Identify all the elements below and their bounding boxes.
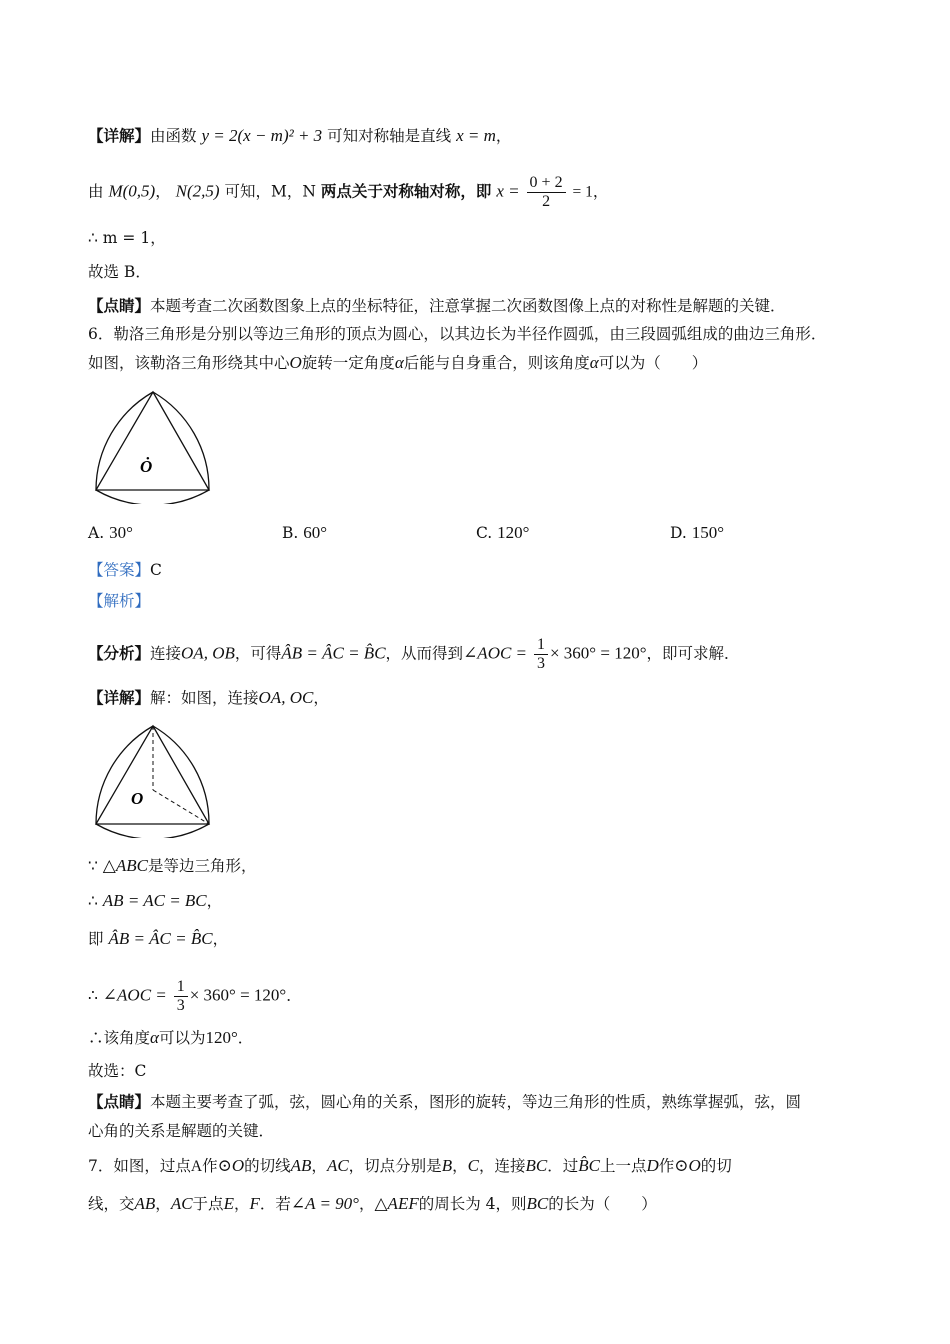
text: ， bbox=[233, 1195, 250, 1213]
q6-stem-line1: 6．勒洛三角形是分别以等边三角形的顶点为圆心，以其边长为半径作圆弧，由三段圆弧组成的曲边三角形． bbox=[88, 325, 827, 343]
fraction bbox=[534, 636, 548, 673]
q7-stem-line1 bbox=[88, 1156, 732, 1177]
segments: OA, OC bbox=[258, 688, 314, 707]
reuleaux-outline bbox=[96, 392, 209, 504]
option-value: 30° bbox=[109, 523, 133, 542]
text: ， bbox=[311, 1157, 327, 1175]
option-value: 120° bbox=[497, 523, 530, 542]
segments: OA, OB bbox=[181, 643, 235, 663]
therefore-symbol: ∴ bbox=[88, 892, 103, 910]
analysis-label: 【解析】 bbox=[88, 592, 151, 610]
text: 旋转一定角度 bbox=[301, 354, 395, 372]
text-bold: 两点关于对称轴对称，即 bbox=[320, 181, 492, 201]
fraction bbox=[174, 978, 188, 1015]
text: 上一点 bbox=[599, 1157, 647, 1175]
segment-ac: AC bbox=[170, 1194, 193, 1213]
text: 7．如图，过点 bbox=[88, 1157, 191, 1175]
text: ， bbox=[155, 1195, 171, 1213]
step-2 bbox=[88, 891, 222, 911]
text: 可知，M，N bbox=[224, 182, 316, 201]
chords-equal: AB = AC = BC bbox=[102, 891, 207, 910]
text: 作 bbox=[202, 1157, 218, 1175]
q5-comment bbox=[88, 296, 786, 316]
point-c: C bbox=[467, 1156, 479, 1175]
point-f: F bbox=[249, 1194, 260, 1213]
text: 由 bbox=[88, 182, 104, 201]
q5-line2 bbox=[88, 174, 608, 211]
arc-bc: B̂C bbox=[578, 1156, 600, 1175]
q6-comment-2: 心角的关系是解题的关键． bbox=[88, 1122, 275, 1140]
option-value: 150° bbox=[691, 523, 725, 542]
text: ，切点分别是 bbox=[348, 1157, 442, 1175]
text: ．过 bbox=[547, 1157, 579, 1175]
inner-triangle bbox=[96, 392, 209, 490]
text: 的周长为 4，则 bbox=[418, 1195, 527, 1213]
comment-text: 本题主要考查了弧，弦，圆心角的关系，图形的旋转，等边三角形的性质，熟练掌握弧，弦，圆 bbox=[150, 1093, 802, 1111]
formula-tail: × 360° = 120° bbox=[189, 985, 287, 1005]
point-e: E bbox=[223, 1194, 234, 1213]
fraction-denominator: 3 bbox=[536, 655, 545, 672]
comment-text: 本题考查二次函数图象上点的坐标特征，注意掌握二次函数图像上点的对称性是解题的关键． bbox=[150, 297, 786, 315]
fraction-numerator: 1 bbox=[174, 978, 188, 997]
text: ， bbox=[206, 892, 223, 910]
text: 的长为（ ） bbox=[548, 1195, 657, 1213]
option-d[interactable] bbox=[670, 523, 724, 543]
fenxi-label: 【分析】 bbox=[88, 643, 151, 663]
option-b[interactable] bbox=[282, 523, 327, 543]
point-m: M(0,5) bbox=[108, 181, 156, 201]
text: ，可得 bbox=[234, 644, 282, 663]
text: ，从而得到 bbox=[385, 644, 464, 663]
text: ． bbox=[286, 986, 302, 1005]
detail-label: 【详解】 bbox=[88, 688, 151, 707]
text: 可以为（ ） bbox=[598, 354, 708, 372]
fraction-denominator: 3 bbox=[176, 997, 185, 1014]
text: 的切线 bbox=[244, 1157, 291, 1175]
center-label: Ȯ bbox=[140, 457, 153, 476]
option-letter: D. bbox=[670, 524, 687, 542]
text: ． bbox=[237, 1029, 254, 1047]
option-letter: C. bbox=[476, 524, 493, 542]
triangle-abc: △ABC bbox=[102, 856, 148, 875]
point-d: D bbox=[646, 1156, 659, 1175]
formula-tail: × 360° = 120° bbox=[549, 643, 647, 663]
angle-aoc: ∠AOC = bbox=[463, 643, 528, 663]
text: 后能与自身重合，则该角度 bbox=[403, 354, 590, 372]
arcs-equal: ÂB = ÂC = B̂C bbox=[108, 929, 213, 948]
text: 可以为 bbox=[158, 1029, 206, 1047]
text: ， bbox=[358, 1195, 375, 1213]
fraction-numerator: 1 bbox=[534, 636, 548, 655]
text: 即 bbox=[88, 930, 109, 948]
formula-axis: x = m bbox=[456, 126, 496, 145]
answer-value: C bbox=[150, 561, 162, 579]
text: 由函数 bbox=[150, 127, 197, 145]
text: ， bbox=[452, 1157, 468, 1175]
reuleaux-figure-2 bbox=[88, 720, 218, 838]
angle-aoc: ∠AOC = bbox=[102, 985, 167, 1005]
var-alpha: α bbox=[589, 353, 599, 372]
formula-function: y = 2(x − m)² + 3 bbox=[201, 126, 323, 145]
step-1 bbox=[88, 856, 257, 876]
var-o: O bbox=[289, 353, 302, 372]
text: 如图，该勒洛三角形绕其中心 bbox=[88, 354, 290, 372]
text: ， bbox=[155, 182, 171, 201]
q5-detail-line bbox=[88, 126, 511, 146]
point-b: B bbox=[441, 1156, 453, 1175]
text: 是等边三角形， bbox=[147, 857, 257, 875]
circle-o: ⊙O bbox=[217, 1156, 245, 1175]
var-alpha: α bbox=[150, 1028, 159, 1047]
text: 连接 bbox=[150, 644, 182, 663]
reuleaux-figure-1 bbox=[88, 386, 218, 504]
q6-stem-line2 bbox=[88, 353, 707, 373]
text: ， bbox=[212, 930, 229, 948]
detail-line bbox=[88, 688, 329, 708]
option-letter: A. bbox=[88, 524, 105, 542]
fraction-numerator: 0 + 2 bbox=[527, 174, 566, 193]
text: ， bbox=[495, 127, 512, 145]
detail-label: 【详解】 bbox=[88, 126, 151, 145]
option-letter: B. bbox=[282, 524, 299, 542]
q5-line3: ∴ m = 1， bbox=[88, 229, 166, 247]
text: ．若 bbox=[259, 1195, 291, 1213]
segment-bc: BC bbox=[525, 1156, 548, 1175]
step-3 bbox=[88, 929, 228, 949]
text: 解：如图，连接 bbox=[150, 689, 259, 707]
because-symbol: ∵ bbox=[88, 857, 103, 875]
text: ， bbox=[313, 689, 329, 707]
step-4 bbox=[88, 978, 302, 1015]
answer-label: 【答案】 bbox=[88, 561, 151, 579]
circle-o: ⊙O bbox=[674, 1156, 701, 1175]
arcs-equal: ÂB = ÂC = B̂C bbox=[281, 643, 386, 663]
choose-line: 故选：C bbox=[88, 1062, 147, 1080]
comment-label: 【点睛】 bbox=[88, 296, 151, 315]
comment-label: 【点睛】 bbox=[88, 1092, 151, 1111]
segment-bc: BC bbox=[526, 1194, 549, 1213]
segment-ac: AC bbox=[326, 1156, 349, 1175]
step-5 bbox=[88, 1028, 253, 1048]
fraction-denominator: 2 bbox=[542, 193, 551, 210]
text: ，连接 bbox=[478, 1157, 526, 1175]
option-a[interactable] bbox=[88, 523, 133, 543]
triangle-aef: △AEF bbox=[374, 1194, 419, 1213]
fraction bbox=[527, 174, 566, 211]
text: 于点 bbox=[192, 1195, 224, 1213]
var-alpha: α bbox=[394, 353, 404, 372]
q6-comment-1 bbox=[88, 1092, 801, 1112]
text: ∴该角度 bbox=[88, 1029, 151, 1047]
angle-a: ∠A = 90° bbox=[290, 1194, 359, 1213]
text: 可知对称轴是直线 bbox=[327, 127, 452, 145]
option-value: 60° bbox=[303, 523, 328, 542]
center-label: O bbox=[131, 789, 144, 808]
segment-ab: AB bbox=[134, 1194, 156, 1213]
therefore-symbol: ∴ bbox=[88, 986, 103, 1005]
q5-line4: 故选 B． bbox=[88, 263, 151, 281]
text: 作 bbox=[658, 1157, 675, 1175]
option-c[interactable] bbox=[476, 523, 529, 543]
answer-line bbox=[88, 560, 162, 580]
x-equals: x = bbox=[496, 181, 520, 201]
segment-ab: AB bbox=[290, 1156, 312, 1175]
q7-stem-line2 bbox=[88, 1194, 657, 1214]
point-a: A bbox=[190, 1158, 203, 1175]
text: ，即可求解． bbox=[646, 644, 740, 663]
fraction-result: = 1， bbox=[572, 183, 609, 201]
fenxi-line bbox=[88, 636, 740, 673]
segment-oc bbox=[153, 790, 209, 824]
angle-value: 120° bbox=[205, 1028, 238, 1047]
text: 的切 bbox=[700, 1157, 732, 1175]
text: 线，交 bbox=[88, 1195, 135, 1213]
point-n: N(2,5) bbox=[175, 181, 220, 201]
